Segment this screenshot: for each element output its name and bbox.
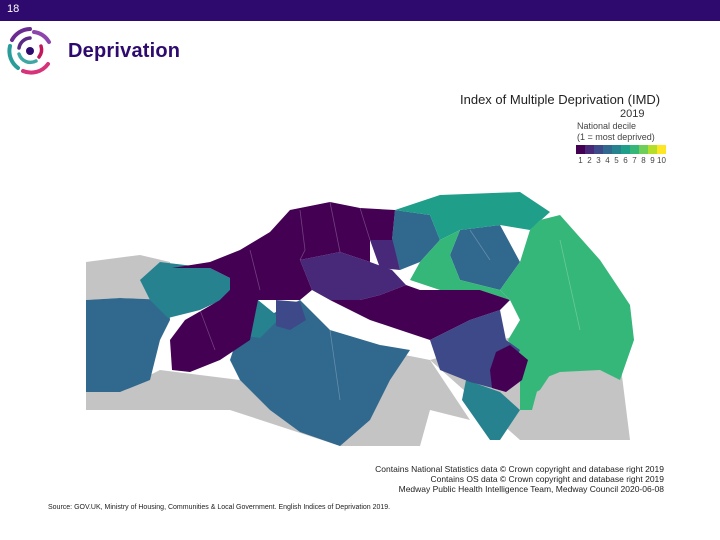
legend-swatch-decile-8 [639,145,648,154]
legend-subtitle-note: (1 = most deprived) [577,132,655,142]
legend-swatch-decile-9 [648,145,657,154]
legend-tick-1: 1 [578,156,583,165]
legend-swatch-decile-3 [594,145,603,154]
legend-tick-2: 2 [587,156,592,165]
legend-swatch-decile-10 [657,145,666,154]
legend-swatch-decile-1 [576,145,585,154]
legend-tick-8: 8 [641,156,646,165]
credit-line-2: Contains OS data © Crown copyright and database right 2019 [430,474,664,484]
legend-swatch-decile-4 [603,145,612,154]
credit-line-1: Contains National Statistics data © Crown copyright and database right 2019 [375,464,664,474]
legend-tick-6: 6 [623,156,628,165]
legend-subtitle: National decile [577,121,637,131]
legend-tick-10: 10 [657,156,666,165]
legend-tick-9: 9 [650,156,655,165]
legend-tick-3: 3 [596,156,601,165]
legend-title: Index of Multiple Deprivation (IMD) [460,92,661,107]
legend-colour-scale [576,145,666,154]
credit-line-3: Medway Public Health Intelligence Team, Medway Council 2020-06-08 [398,484,664,494]
legend-swatch-decile-5 [612,145,621,154]
slide-number: 18 [7,3,20,15]
legend-year: 2019 [620,108,645,120]
source-note: Source: GOV.UK, Ministry of Housing, Communities & Local Government. English Indices of Deprivation 2019. [48,504,391,511]
legend-swatch-decile-7 [630,145,639,154]
legend-tick-labels [576,156,666,165]
page-title: Deprivation [68,40,181,62]
legend-tick-7: 7 [632,156,637,165]
legend-tick-4: 4 [605,156,610,165]
legend-swatch-decile-2 [585,145,594,154]
legend-tick-5: 5 [614,156,619,165]
legend-swatch-decile-6 [621,145,630,154]
